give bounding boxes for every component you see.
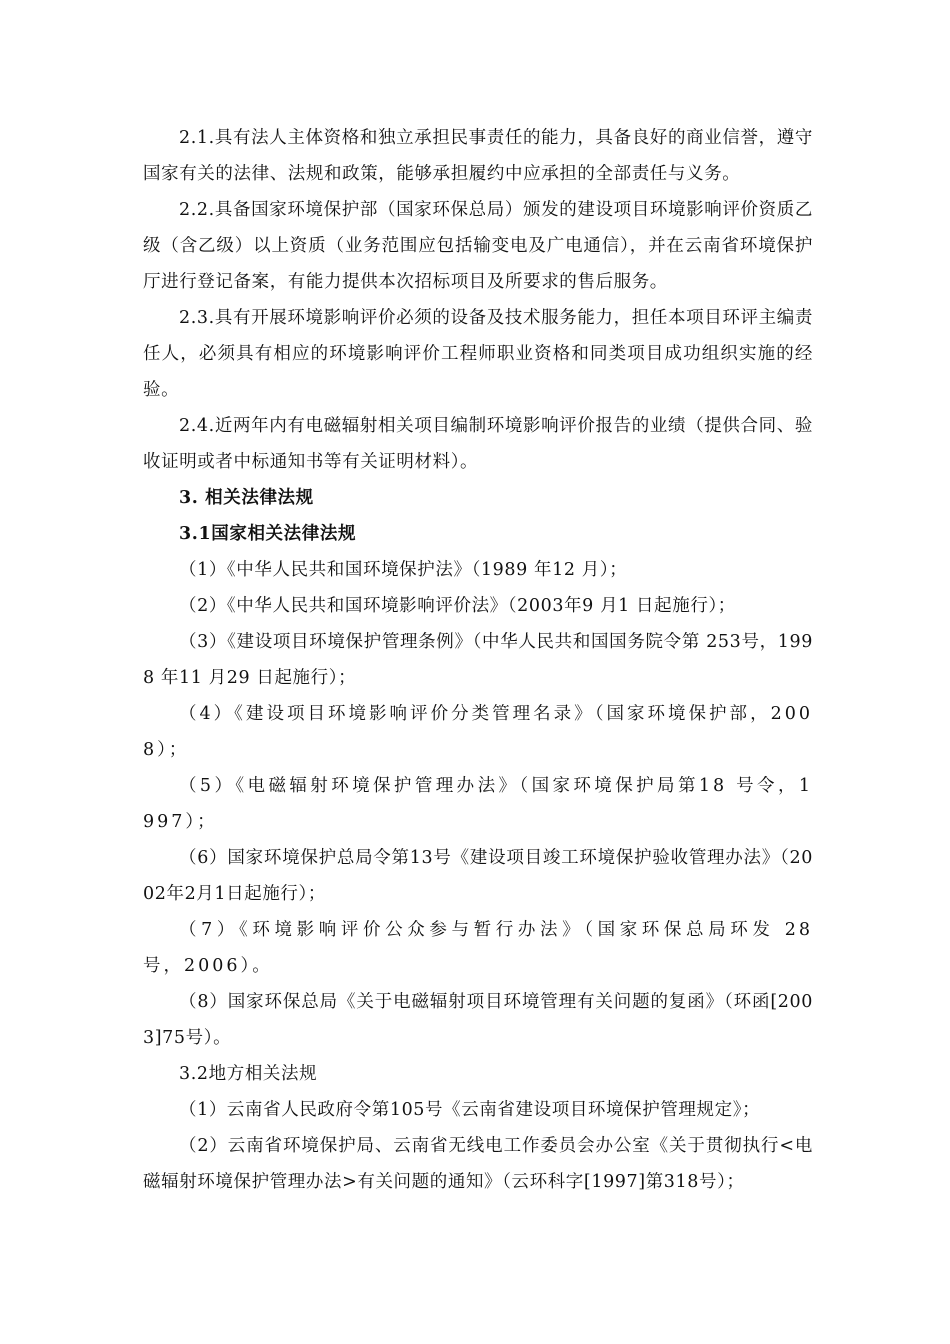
national-law-item: （2）《中华人民共和国环境影响评价法》（2003年9 月1 日起施行）； (179, 596, 736, 616)
paragraph-2-2: 2.2.具备国家环境保护部（国家环保总局）颁发的建设项目环境影响评价资质乙级（含乙级）以上资质（业务范围应包括输变电及广电通信），并在云南省环境保护厅进行登记备案，有能力提供本次招标项目及所要求的售后服务。 (143, 200, 813, 292)
section-3-1-heading: 3.1国家相关法律法规 (179, 524, 357, 544)
local-law-item: （1）云南省人民政府令第105号《云南省建设项目环境保护管理规定》； (179, 1100, 761, 1120)
paragraph-2-3: 2.3.具有开展环境影响评价必须的设备及技术服务能力，担任本项目环评主编责任人，必须具有相应的环境影响评价工程师职业资格和同类项目成功组织实施的经验。 (143, 308, 813, 400)
document-body (143, 120, 813, 1200)
national-law-item: （6）国家环境保护总局令第13号《建设项目竣工环境保护验收管理办法》（2002年2月1日起施行）； (143, 848, 813, 904)
national-law-item: （1）《中华人民共和国环境保护法》（1989 年12 月）； (179, 560, 628, 580)
paragraph-2-4: 2.4.近两年内有电磁辐射相关项目编制环境影响评价报告的业绩（提供合同、验收证明或者中标通知书等有关证明材料）。 (143, 416, 813, 472)
national-law-item: （8）国家环保总局《关于电磁辐射项目环境管理有关问题的复函》（环函[2003]75号）。 (143, 992, 813, 1048)
section-3-2-heading: 3.2地方相关法规 (179, 1064, 318, 1084)
paragraph-2-1: 2.1.具有法人主体资格和独立承担民事责任的能力，具备良好的商业信誉，遵守国家有关的法律、法规和政策，能够承担履约中应承担的全部责任与义务。 (143, 128, 813, 184)
national-law-item: （5）《电磁辐射环境保护管理办法》（国家环境保护局第18 号令，1997）； (143, 776, 813, 832)
section-3-heading: 3. 相关法律法规 (179, 488, 314, 508)
local-law-item: （2）云南省环境保护局、云南省无线电工作委员会办公室《关于贯彻执行<电磁辐射环境保护管理办法>有关问题的通知》（云环科字[1997]第318号）； (143, 1136, 813, 1192)
national-law-item: （4）《建设项目环境影响评价分类管理名录》（国家环境保护部，2008）； (143, 704, 813, 760)
national-law-item: （3）《建设项目环境保护管理条例》（中华人民共和国国务院令第 253号，1998 年11 月29 日起施行）； (143, 632, 813, 688)
national-law-item: （7）《环境影响评价公众参与暂行办法》（国家环保总局环发 28 号，2006）。 (143, 920, 813, 976)
